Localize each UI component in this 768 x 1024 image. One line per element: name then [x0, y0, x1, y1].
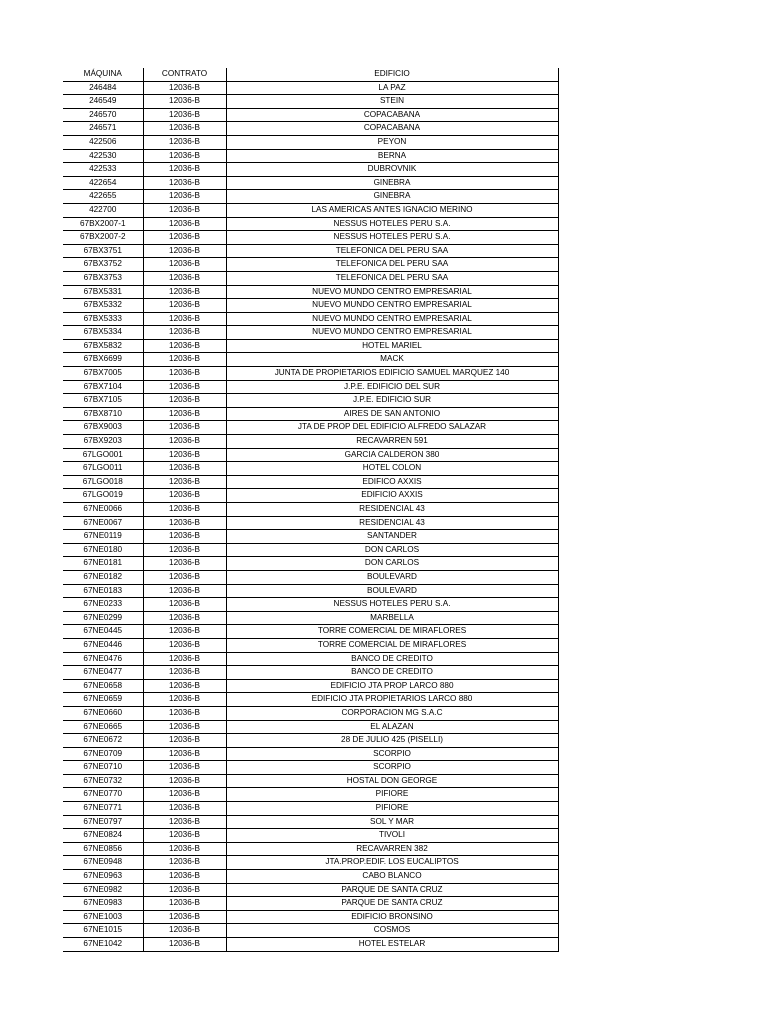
edificio-cell: PARQUE DE SANTA CRUZ	[226, 897, 558, 911]
table-row	[63, 693, 558, 707]
edificio-cell: SANTANDER	[226, 530, 558, 544]
table-row	[63, 394, 558, 408]
maquina-cell: 67NE0982	[63, 883, 143, 897]
contrato-cell: 12036-B	[143, 652, 226, 666]
maquina-cell: 422506	[63, 135, 143, 149]
maquina-cell: 67NE1015	[63, 924, 143, 938]
maquina-cell: 67BX5832	[63, 339, 143, 353]
table-row	[63, 326, 558, 340]
table-row	[63, 285, 558, 299]
maquina-cell: 67NE0180	[63, 543, 143, 557]
maquina-cell: 67NE0824	[63, 829, 143, 843]
contrato-cell: 12036-B	[143, 666, 226, 680]
table-row	[63, 829, 558, 843]
edificio-cell: HOTEL MARIEL	[226, 339, 558, 353]
edificio-cell: BANCO DE CREDITO	[226, 652, 558, 666]
table-row	[63, 258, 558, 272]
header-row	[63, 68, 558, 81]
table-row	[63, 543, 558, 557]
edificio-cell: PEYON	[226, 135, 558, 149]
contrato-cell: 12036-B	[143, 883, 226, 897]
contrato-cell: 12036-B	[143, 747, 226, 761]
edificio-cell: TORRE COMERCIAL DE MIRAFLORES	[226, 625, 558, 639]
table-row	[63, 720, 558, 734]
maquina-cell: 67NE0709	[63, 747, 143, 761]
edificio-cell: COPACABANA	[226, 122, 558, 136]
contrato-cell: 12036-B	[143, 135, 226, 149]
maquina-cell: 67NE0963	[63, 870, 143, 884]
maquina-cell: 67BX7105	[63, 394, 143, 408]
edificio-cell: RECAVARREN 591	[226, 435, 558, 449]
table-row	[63, 815, 558, 829]
maquina-cell: 67NE0066	[63, 503, 143, 517]
contrato-cell: 12036-B	[143, 435, 226, 449]
maquina-cell: 67BX3753	[63, 271, 143, 285]
edificio-cell: NUEVO MUNDO CENTRO EMPRESARIAL	[226, 326, 558, 340]
maquina-cell: 67BX9003	[63, 421, 143, 435]
table-row	[63, 163, 558, 177]
edificio-cell: TELEFONICA DEL PERU SAA	[226, 271, 558, 285]
table-row	[63, 231, 558, 245]
contrato-cell: 12036-B	[143, 380, 226, 394]
contrato-cell: 12036-B	[143, 285, 226, 299]
maquina-cell: 67BX7005	[63, 367, 143, 381]
table-row	[63, 638, 558, 652]
contrato-cell: 12036-B	[143, 421, 226, 435]
edificio-cell: GINEBRA	[226, 190, 558, 204]
edificio-cell: TELEFONICA DEL PERU SAA	[226, 244, 558, 258]
table-row	[63, 924, 558, 938]
table-body	[63, 81, 558, 951]
contrato-cell: 12036-B	[143, 244, 226, 258]
maquina-cell: 67NE0771	[63, 802, 143, 816]
maquina-cell: 67NE0183	[63, 584, 143, 598]
edificio-cell: EDIFICIO JTA PROPIETARIOS LARCO 880	[226, 693, 558, 707]
contrato-cell: 12036-B	[143, 734, 226, 748]
contrato-cell: 12036-B	[143, 938, 226, 952]
table-row	[63, 516, 558, 530]
edificio-cell: JUNTA DE PROPIETARIOS EDIFICIO SAMUEL MARQUEZ 140	[226, 367, 558, 381]
maquina-cell: 67BX5334	[63, 326, 143, 340]
header-contrato: CONTRATO	[143, 68, 226, 81]
maquina-cell: 67NE0660	[63, 706, 143, 720]
maquina-cell: 67NE0658	[63, 679, 143, 693]
maquina-cell: 67NE0477	[63, 666, 143, 680]
table-row	[63, 856, 558, 870]
edificio-cell: BOULEVARD	[226, 570, 558, 584]
table-row	[63, 299, 558, 313]
edificio-cell: DON CARLOS	[226, 557, 558, 571]
table-row	[63, 774, 558, 788]
maquina-cell: 67NE0181	[63, 557, 143, 571]
contrato-cell: 12036-B	[143, 326, 226, 340]
maquina-cell: 67NE0445	[63, 625, 143, 639]
maquina-cell: 422700	[63, 203, 143, 217]
table-row	[63, 625, 558, 639]
edificio-cell: BOULEVARD	[226, 584, 558, 598]
contrato-cell: 12036-B	[143, 706, 226, 720]
edificio-cell: AIRES DE SAN ANTONIO	[226, 407, 558, 421]
contrato-cell: 12036-B	[143, 720, 226, 734]
maquina-cell: 67LGO019	[63, 489, 143, 503]
table-row	[63, 435, 558, 449]
contrato-cell: 12036-B	[143, 217, 226, 231]
table-row	[63, 530, 558, 544]
maquina-cell: 67BX8710	[63, 407, 143, 421]
maquina-cell: 67NE0659	[63, 693, 143, 707]
contrato-cell: 12036-B	[143, 95, 226, 109]
table-row	[63, 652, 558, 666]
contrato-cell: 12036-B	[143, 598, 226, 612]
edificio-cell: NESSUS HOTELES PERU S.A.	[226, 217, 558, 231]
edificio-cell: RESIDENCIAL 43	[226, 516, 558, 530]
maquina-cell: 67NE0119	[63, 530, 143, 544]
contrato-cell: 12036-B	[143, 910, 226, 924]
contrato-cell: 12036-B	[143, 924, 226, 938]
edificio-cell: MACK	[226, 353, 558, 367]
edificio-cell: HOTEL COLON	[226, 462, 558, 476]
edificio-cell: JTA.PROP.EDIF. LOS EUCALIPTOS	[226, 856, 558, 870]
table-row	[63, 747, 558, 761]
table-row	[63, 176, 558, 190]
edificio-cell: SCORPIO	[226, 761, 558, 775]
maquina-cell: 422655	[63, 190, 143, 204]
table-row	[63, 462, 558, 476]
edificio-cell: TELEFONICA DEL PERU SAA	[226, 258, 558, 272]
table-row	[63, 421, 558, 435]
table-row	[63, 842, 558, 856]
table-row	[63, 203, 558, 217]
edificio-cell: DON CARLOS	[226, 543, 558, 557]
maquina-cell: 67NE0983	[63, 897, 143, 911]
edificio-cell: EDIFICIO JTA PROP LARCO 880	[226, 679, 558, 693]
table-row	[63, 95, 558, 109]
edificio-cell: EL ALAZAN	[226, 720, 558, 734]
edificio-cell: SCORPIO	[226, 747, 558, 761]
edificio-cell: 28 DE JULIO 425 (PISELLI)	[226, 734, 558, 748]
maquina-cell: 67BX5331	[63, 285, 143, 299]
edificio-cell: DUBROVNIK	[226, 163, 558, 177]
contrato-cell: 12036-B	[143, 638, 226, 652]
edificio-cell: BERNA	[226, 149, 558, 163]
edificio-cell: NESSUS HOTELES PERU S.A.	[226, 598, 558, 612]
edificio-cell: LAS AMERICAS ANTES IGNACIO MERINO	[226, 203, 558, 217]
table-row	[63, 407, 558, 421]
maquina-cell: 67NE0948	[63, 856, 143, 870]
edificio-cell: EDIFICIO BRONSINO	[226, 910, 558, 924]
contrato-cell: 12036-B	[143, 584, 226, 598]
maquina-cell: 67NE0665	[63, 720, 143, 734]
contrato-cell: 12036-B	[143, 353, 226, 367]
contrato-cell: 12036-B	[143, 81, 226, 95]
maquina-cell: 67BX5332	[63, 299, 143, 313]
contrato-cell: 12036-B	[143, 149, 226, 163]
contrato-cell: 12036-B	[143, 163, 226, 177]
maquina-cell: 67NE0182	[63, 570, 143, 584]
table-row	[63, 611, 558, 625]
table-row	[63, 734, 558, 748]
table-row	[63, 135, 558, 149]
maquina-cell: 422533	[63, 163, 143, 177]
contrato-cell: 12036-B	[143, 815, 226, 829]
maquina-cell: 67BX6699	[63, 353, 143, 367]
table-row	[63, 367, 558, 381]
maquina-cell: 67LGO018	[63, 475, 143, 489]
table-row	[63, 353, 558, 367]
table-row	[63, 897, 558, 911]
table-row	[63, 190, 558, 204]
edificio-cell: CORPORACION MG S.A.C	[226, 706, 558, 720]
table-row	[63, 271, 558, 285]
edificio-cell: TORRE COMERCIAL DE MIRAFLORES	[226, 638, 558, 652]
contrato-cell: 12036-B	[143, 611, 226, 625]
contrato-cell: 12036-B	[143, 530, 226, 544]
contrato-cell: 12036-B	[143, 761, 226, 775]
contrato-cell: 12036-B	[143, 774, 226, 788]
header-maquina: MÁQUINA	[63, 68, 143, 81]
edificio-cell: J.P.E. EDIFICIO SUR	[226, 394, 558, 408]
edificio-cell: EDIFICO AXXIS	[226, 475, 558, 489]
edificio-cell: PIFIORE	[226, 802, 558, 816]
table-row	[63, 706, 558, 720]
edificio-cell: PARQUE DE SANTA CRUZ	[226, 883, 558, 897]
edificio-cell: TIVOLI	[226, 829, 558, 843]
edificio-cell: J.P.E. EDIFICIO DEL SUR	[226, 380, 558, 394]
header-edificio: EDIFICIO	[226, 68, 558, 81]
maquina-cell: 67NE1042	[63, 938, 143, 952]
table-row	[63, 81, 558, 95]
table-row	[63, 489, 558, 503]
edificio-cell: JTA DE PROP DEL EDIFICIO ALFREDO SALAZAR	[226, 421, 558, 435]
contrato-cell: 12036-B	[143, 312, 226, 326]
contrato-cell: 12036-B	[143, 870, 226, 884]
contrato-cell: 12036-B	[143, 503, 226, 517]
table-row	[63, 761, 558, 775]
contrato-cell: 12036-B	[143, 897, 226, 911]
maquina-cell: 67NE1003	[63, 910, 143, 924]
contrato-cell: 12036-B	[143, 231, 226, 245]
contrato-cell: 12036-B	[143, 829, 226, 843]
edificio-cell: BANCO DE CREDITO	[226, 666, 558, 680]
edificio-cell: NUEVO MUNDO CENTRO EMPRESARIAL	[226, 285, 558, 299]
maquina-cell: 67BX2007-2	[63, 231, 143, 245]
edificio-cell: NESSUS HOTELES PERU S.A.	[226, 231, 558, 245]
contrato-cell: 12036-B	[143, 339, 226, 353]
edificio-cell: NUEVO MUNDO CENTRO EMPRESARIAL	[226, 312, 558, 326]
maquina-cell: 67NE0067	[63, 516, 143, 530]
maquina-cell: 422530	[63, 149, 143, 163]
table-row	[63, 312, 558, 326]
maquina-cell: 67BX9203	[63, 435, 143, 449]
maquina-cell: 422654	[63, 176, 143, 190]
contrato-cell: 12036-B	[143, 557, 226, 571]
contrato-cell: 12036-B	[143, 271, 226, 285]
table-row	[63, 108, 558, 122]
contrato-cell: 12036-B	[143, 122, 226, 136]
table-row	[63, 339, 558, 353]
edificio-cell: MARBELLA	[226, 611, 558, 625]
contrato-cell: 12036-B	[143, 475, 226, 489]
contrato-cell: 12036-B	[143, 802, 226, 816]
contrato-cell: 12036-B	[143, 394, 226, 408]
contrato-cell: 12036-B	[143, 856, 226, 870]
edificio-cell: HOSTAL DON GEORGE	[226, 774, 558, 788]
maquina-cell: 67BX5333	[63, 312, 143, 326]
table-row	[63, 870, 558, 884]
table-row	[63, 448, 558, 462]
contrato-cell: 12036-B	[143, 448, 226, 462]
contrato-cell: 12036-B	[143, 462, 226, 476]
edificio-cell: EDIFICIO AXXIS	[226, 489, 558, 503]
table-row	[63, 910, 558, 924]
contrato-cell: 12036-B	[143, 842, 226, 856]
edificio-cell: RECAVARREN 382	[226, 842, 558, 856]
edificio-cell: LA PAZ	[226, 81, 558, 95]
maquina-cell: 67NE0732	[63, 774, 143, 788]
maquina-cell: 67NE0299	[63, 611, 143, 625]
table-row	[63, 570, 558, 584]
maquina-cell: 246484	[63, 81, 143, 95]
contrato-cell: 12036-B	[143, 367, 226, 381]
contrato-cell: 12036-B	[143, 679, 226, 693]
maquina-cell: 67BX2007-1	[63, 217, 143, 231]
maquina-cell: 246570	[63, 108, 143, 122]
maquina-cell: 67NE0856	[63, 842, 143, 856]
edificio-cell: HOTEL ESTELAR	[226, 938, 558, 952]
contrato-cell: 12036-B	[143, 176, 226, 190]
contrato-cell: 12036-B	[143, 489, 226, 503]
maquina-cell: 67NE0710	[63, 761, 143, 775]
edificio-cell: NUEVO MUNDO CENTRO EMPRESARIAL	[226, 299, 558, 313]
maquina-cell: 67NE0770	[63, 788, 143, 802]
contrato-cell: 12036-B	[143, 693, 226, 707]
maquina-cell: 67BX3751	[63, 244, 143, 258]
edificio-cell: COSMOS	[226, 924, 558, 938]
maquina-cell: 67NE0672	[63, 734, 143, 748]
maquina-cell: 67NE0797	[63, 815, 143, 829]
edificio-cell: SOL Y MAR	[226, 815, 558, 829]
contrato-cell: 12036-B	[143, 625, 226, 639]
edificio-cell: PIFIORE	[226, 788, 558, 802]
maquina-cell: 67NE0446	[63, 638, 143, 652]
contrato-cell: 12036-B	[143, 190, 226, 204]
table-row	[63, 122, 558, 136]
edificio-cell: GINEBRA	[226, 176, 558, 190]
table-row	[63, 380, 558, 394]
table-row	[63, 666, 558, 680]
maquina-cell: 67BX3752	[63, 258, 143, 272]
table-row	[63, 598, 558, 612]
maquina-cell: 67LGO001	[63, 448, 143, 462]
table-row	[63, 584, 558, 598]
table-row	[63, 149, 558, 163]
contrato-cell: 12036-B	[143, 788, 226, 802]
edificio-cell: CABO BLANCO	[226, 870, 558, 884]
table-row	[63, 217, 558, 231]
maquina-cell: 246571	[63, 122, 143, 136]
contrato-cell: 12036-B	[143, 299, 226, 313]
table-row	[63, 788, 558, 802]
table-row	[63, 883, 558, 897]
contrato-cell: 12036-B	[143, 570, 226, 584]
edificio-cell: GARCIA CALDERON 380	[226, 448, 558, 462]
edificio-cell: RESIDENCIAL 43	[226, 503, 558, 517]
contrato-cell: 12036-B	[143, 543, 226, 557]
maquina-cell: 67BX7104	[63, 380, 143, 394]
maquina-cell: 67NE0233	[63, 598, 143, 612]
contrato-cell: 12036-B	[143, 516, 226, 530]
maquina-cell: 246549	[63, 95, 143, 109]
contrato-cell: 12036-B	[143, 258, 226, 272]
edificio-cell: STEIN	[226, 95, 558, 109]
maquina-cell: 67LGO011	[63, 462, 143, 476]
contrato-cell: 12036-B	[143, 108, 226, 122]
table-row	[63, 938, 558, 952]
table-row	[63, 802, 558, 816]
table-row	[63, 503, 558, 517]
edificio-cell: COPACABANA	[226, 108, 558, 122]
maquina-cell: 67NE0476	[63, 652, 143, 666]
contrato-cell: 12036-B	[143, 407, 226, 421]
table-row	[63, 475, 558, 489]
table-row	[63, 557, 558, 571]
machine-contract-table	[63, 68, 559, 952]
table-row	[63, 244, 558, 258]
table-row	[63, 679, 558, 693]
contrato-cell: 12036-B	[143, 203, 226, 217]
